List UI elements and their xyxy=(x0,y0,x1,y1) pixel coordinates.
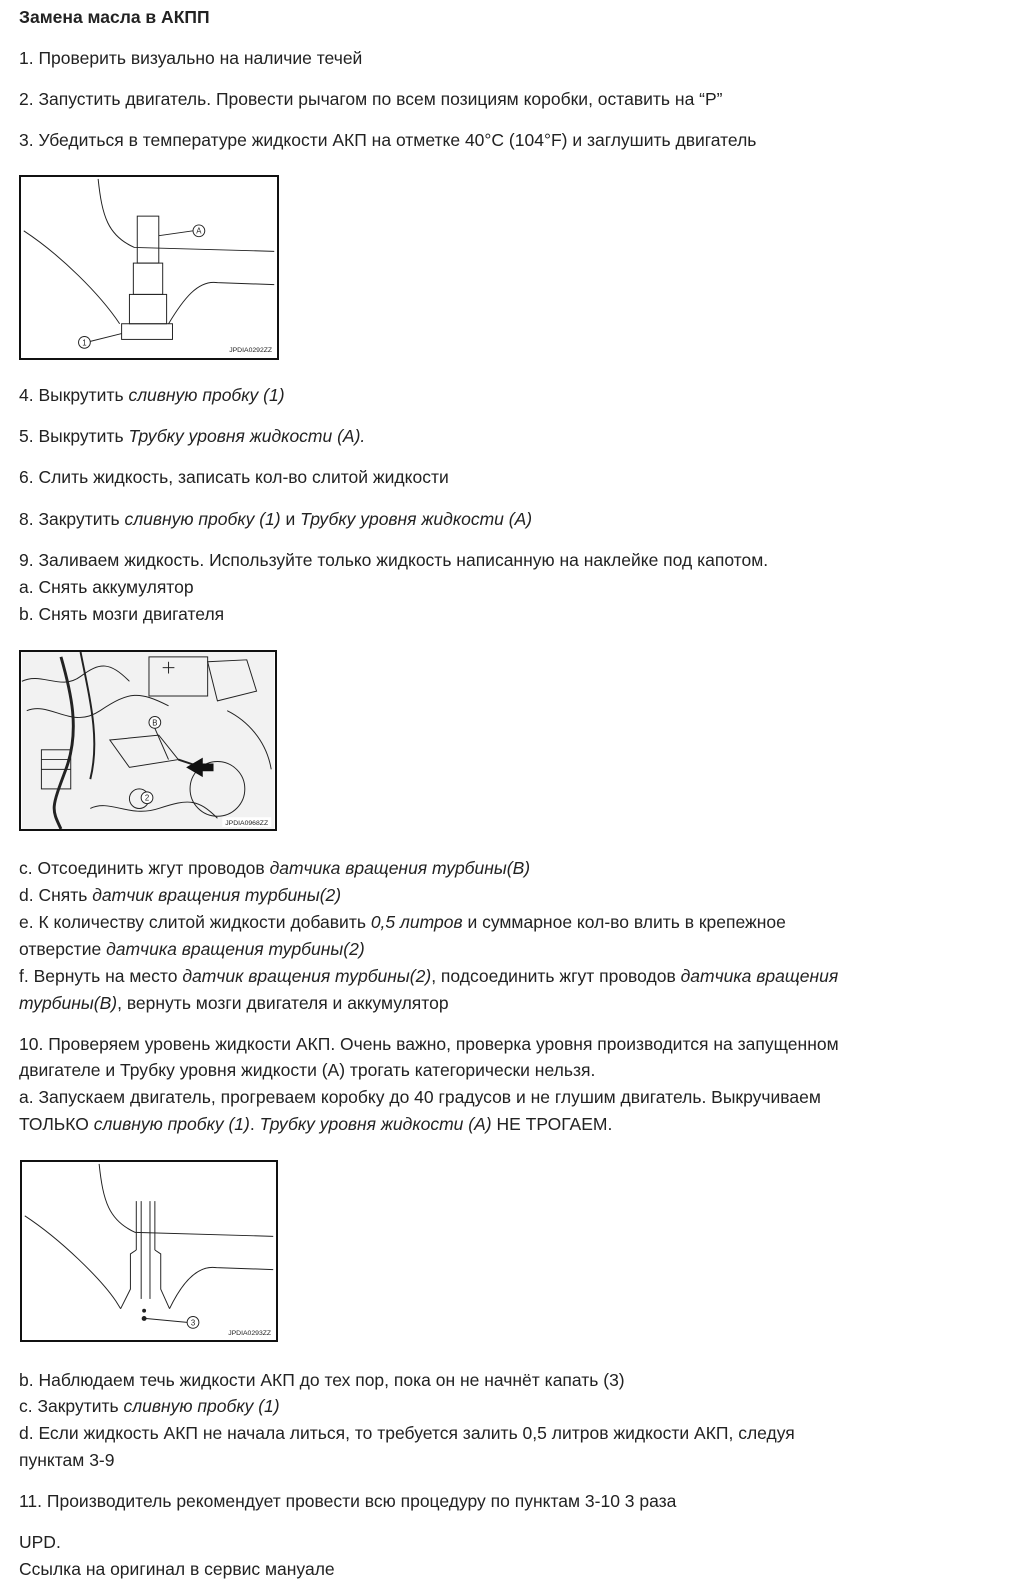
step-9e-line2: отверстие датчика вращения турбины(2) xyxy=(19,939,365,959)
step-9e-line1: e. К количеству слитой жидкости добавить 0,5 литров и суммарное кол-во влить в крепежное xyxy=(19,912,786,932)
step-2: 2. Запустить двигатель. Провести рычагом по всем позициям коробки, оставить на “P” xyxy=(19,89,723,109)
step-9b: b. Снять мозги двигателя xyxy=(19,604,225,624)
figure-label-a: A xyxy=(196,226,202,236)
figure-label-2: 2 xyxy=(144,793,150,803)
update-label: UPD. xyxy=(19,1532,61,1552)
step-10d-line2: пунктам 3-9 xyxy=(19,1450,115,1470)
figure-id: JPDIA0292ZZ xyxy=(229,347,273,355)
figure-label-b: B xyxy=(152,718,158,728)
figure-label-3: 3 xyxy=(190,1318,196,1328)
figure-drain-plug xyxy=(19,175,279,360)
step-8: 8. Закрутить сливную пробку (1) и Трубку уровня жидкости (A) xyxy=(19,509,533,529)
step-10a-line1: a. Запускаем двигатель, прогреваем коробку до 40 градусов и не глушим двигатель. Выкручиваем xyxy=(19,1087,821,1107)
step-9f-line1: f. Вернуть на место датчик вращения турбины(2), подсоединить жгут проводов датчика вращения xyxy=(19,966,839,986)
step-9d: d. Снять датчик вращения турбины(2) xyxy=(19,885,342,905)
step-9c: c. Отсоединить жгут проводов датчика вращения турбины(B) xyxy=(19,858,531,878)
step-4: 4. Выкрутить сливную пробку (1) xyxy=(19,385,285,405)
step-3: 3. Убедиться в температуре жидкости АКП на отметке 40°C (104°F) и заглушить двигатель xyxy=(19,130,757,150)
step-10b: b. Наблюдаем течь жидкости АКП до тех пор, пока он не начнёт капать (3) xyxy=(19,1370,625,1390)
step-6: 6. Слить жидкость, записать кол-во слитой жидкости xyxy=(19,467,449,487)
step-10d-line1: d. Если жидкость АКП не начала литься, то требуется залить 0,5 литров жидкости АКП, следуя xyxy=(19,1423,795,1443)
step-1: 1. Проверить визуально на наличие течей xyxy=(19,48,363,68)
manual-link[interactable]: Ссылка на оригинал в сервис мануале xyxy=(19,1559,335,1579)
figure-label-1: 1 xyxy=(82,338,87,348)
step-5: 5. Выкрутить Трубку уровня жидкости (A). xyxy=(19,426,366,446)
figure-level-tube xyxy=(20,1160,278,1342)
figure-turbine-sensor xyxy=(19,650,277,831)
step-10-line2: двигателе и Трубку уровня жидкости (A) трогать категорически нельзя. xyxy=(19,1060,596,1080)
step-10c: c. Закрутить сливную пробку (1) xyxy=(19,1396,280,1416)
page-title: Замена масла в АКПП xyxy=(19,7,210,27)
figure-id: JPDIA0293ZZ xyxy=(228,1330,272,1338)
step-9a: a. Снять аккумулятор xyxy=(19,577,194,597)
step-10a-line2: ТОЛЬКО сливную пробку (1). Трубку уровня жидкости (A) НЕ ТРОГАЕМ. xyxy=(19,1114,613,1134)
step-9: 9. Заливаем жидкость. Используйте только жидкость написанную на наклейке под капотом. xyxy=(19,550,769,570)
step-11: 11. Производитель рекомендует провести всю процедуру по пунктам 3-10 3 раза xyxy=(19,1491,677,1511)
figure-id: JPDIA0968ZZ xyxy=(225,820,269,828)
step-9f-line2: турбины(B), вернуть мозги двигателя и аккумулятор xyxy=(19,993,449,1013)
step-10-line1: 10. Проверяем уровень жидкости АКП. Очень важно, проверка уровня производится на запущенном xyxy=(19,1034,839,1054)
